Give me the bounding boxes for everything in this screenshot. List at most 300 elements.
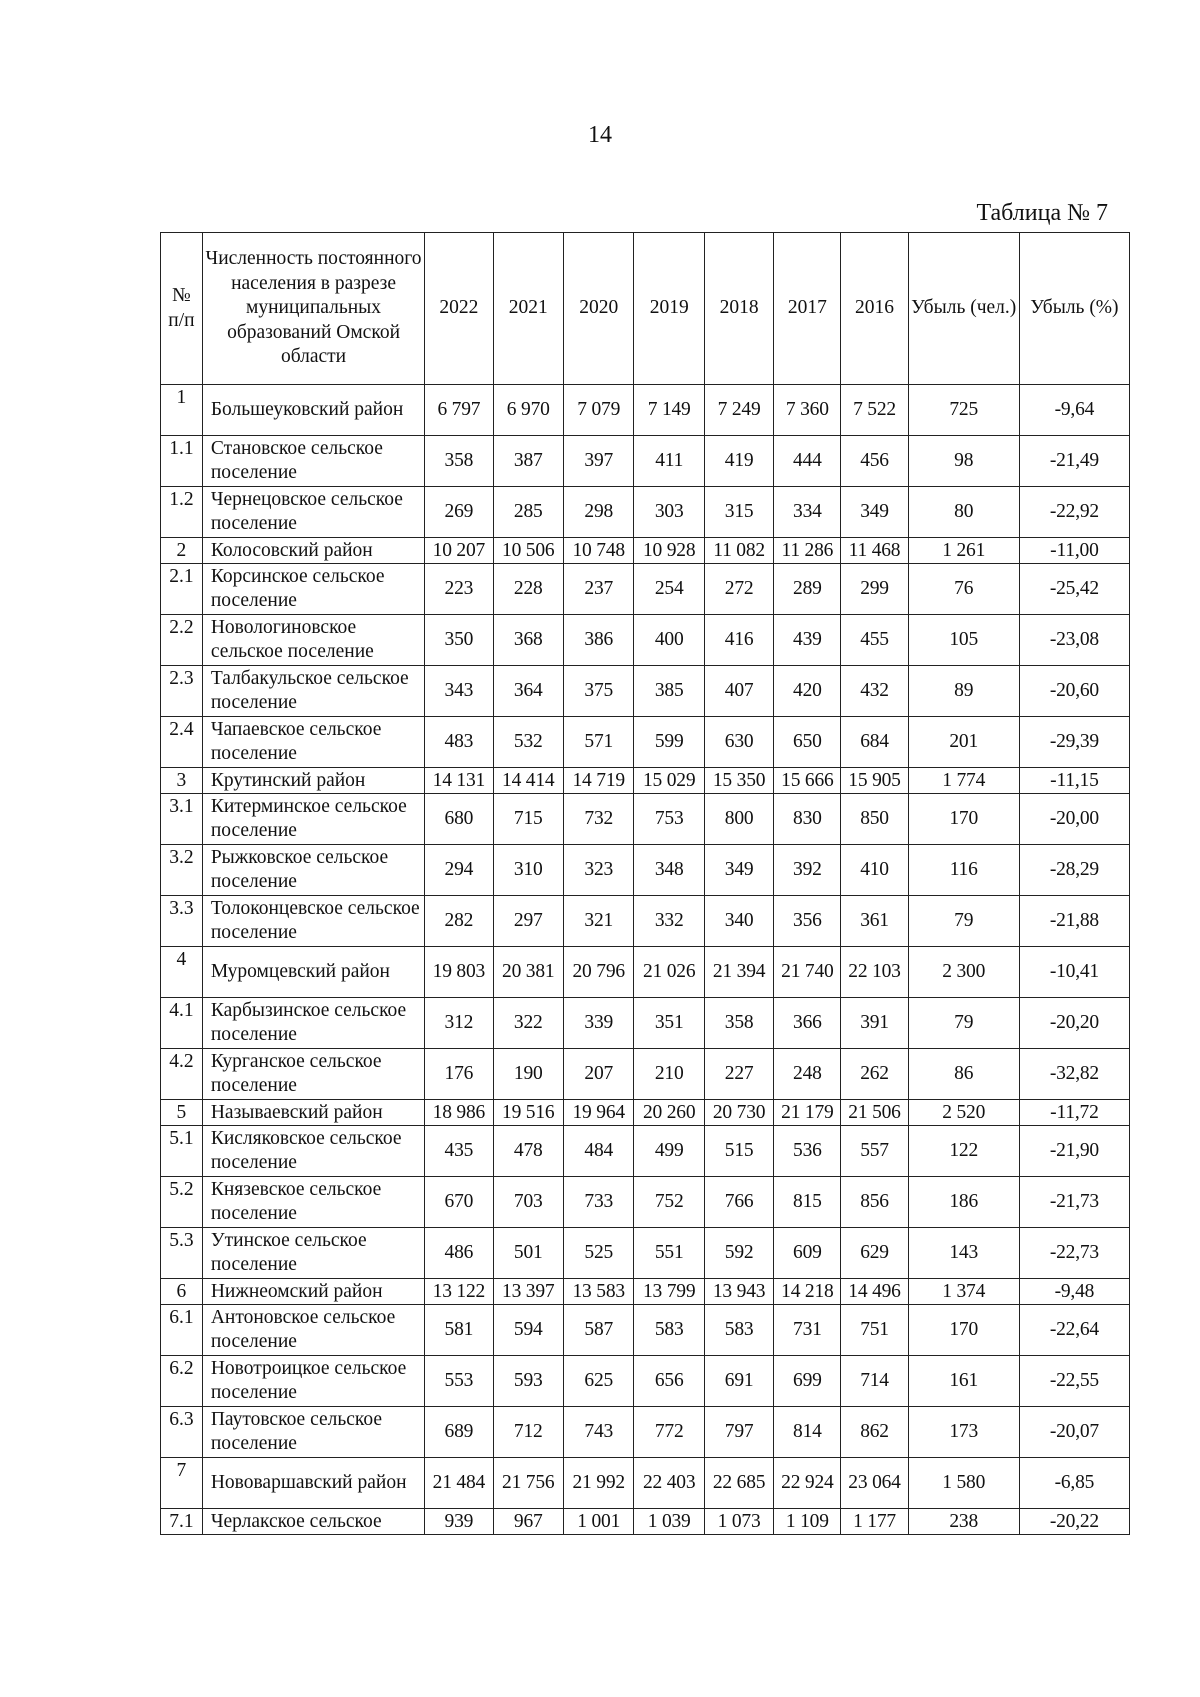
header-year: 2020 xyxy=(563,233,633,385)
loss-people: 725 xyxy=(908,385,1019,436)
loss-people: 161 xyxy=(908,1356,1019,1407)
municipality-name: Антоновское сельское поселение xyxy=(202,1305,424,1356)
population-value: 486 xyxy=(425,1228,493,1279)
population-value: 310 xyxy=(493,845,563,896)
municipality-name: Крутинский район xyxy=(202,768,424,794)
loss-percent: -23,08 xyxy=(1019,615,1129,666)
population-value: 237 xyxy=(563,564,633,615)
population-value: 358 xyxy=(425,436,493,487)
table-row xyxy=(161,564,1130,615)
population-value: 7 249 xyxy=(704,385,773,436)
population-value: 752 xyxy=(634,1177,704,1228)
row-number: 5 xyxy=(161,1100,203,1126)
population-value: 15 350 xyxy=(704,768,773,794)
loss-people: 2 520 xyxy=(908,1100,1019,1126)
population-value: 856 xyxy=(841,1177,908,1228)
municipality-name: Рыжковское сельское поселение xyxy=(202,845,424,896)
population-value: 282 xyxy=(425,896,493,947)
municipality-name: Кисляковское сельское поселение xyxy=(202,1126,424,1177)
table-row xyxy=(161,768,1130,794)
population-value: 13 799 xyxy=(634,1279,704,1305)
population-value: 571 xyxy=(563,717,633,768)
population-value: 392 xyxy=(774,845,841,896)
loss-people: 170 xyxy=(908,794,1019,845)
population-value: 1 177 xyxy=(841,1509,908,1535)
population-value: 391 xyxy=(841,998,908,1049)
population-value: 536 xyxy=(774,1126,841,1177)
municipality-name: Курганское сельское поселение xyxy=(202,1049,424,1100)
municipality-name: Большеуковский район xyxy=(202,385,424,436)
population-value: 18 986 xyxy=(425,1100,493,1126)
row-number: 3 xyxy=(161,768,203,794)
loss-people: 201 xyxy=(908,717,1019,768)
population-value: 11 468 xyxy=(841,538,908,564)
population-value: 15 666 xyxy=(774,768,841,794)
municipality-name: Чернецовское сельское поселение xyxy=(202,487,424,538)
table-row xyxy=(161,1049,1130,1100)
population-value: 297 xyxy=(493,896,563,947)
population-value: 312 xyxy=(425,998,493,1049)
population-value: 14 218 xyxy=(774,1279,841,1305)
population-value: 14 414 xyxy=(493,768,563,794)
table-row xyxy=(161,896,1130,947)
population-value: 1 109 xyxy=(774,1509,841,1535)
population-value: 23 064 xyxy=(841,1458,908,1509)
row-number: 2.2 xyxy=(161,615,203,666)
population-value: 322 xyxy=(493,998,563,1049)
population-value: 15 029 xyxy=(634,768,704,794)
population-table xyxy=(160,232,1130,1535)
row-number: 5.1 xyxy=(161,1126,203,1177)
row-number: 6.2 xyxy=(161,1356,203,1407)
population-value: 411 xyxy=(634,436,704,487)
table-body xyxy=(161,385,1130,1535)
population-value: 583 xyxy=(634,1305,704,1356)
loss-percent: -11,00 xyxy=(1019,538,1129,564)
population-value: 254 xyxy=(634,564,704,615)
population-value: 248 xyxy=(774,1049,841,1100)
table-row xyxy=(161,436,1130,487)
loss-people: 1 774 xyxy=(908,768,1019,794)
population-value: 19 964 xyxy=(563,1100,633,1126)
population-value: 850 xyxy=(841,794,908,845)
population-value: 862 xyxy=(841,1407,908,1458)
population-value: 733 xyxy=(563,1177,633,1228)
population-value: 455 xyxy=(841,615,908,666)
population-value: 366 xyxy=(774,998,841,1049)
population-value: 703 xyxy=(493,1177,563,1228)
row-number: 7.1 xyxy=(161,1509,203,1535)
population-value: 19 803 xyxy=(425,947,493,998)
population-value: 375 xyxy=(563,666,633,717)
population-value: 13 397 xyxy=(493,1279,563,1305)
population-value: 262 xyxy=(841,1049,908,1100)
population-value: 285 xyxy=(493,487,563,538)
row-number: 2.3 xyxy=(161,666,203,717)
loss-people: 1 580 xyxy=(908,1458,1019,1509)
header-year: 2021 xyxy=(493,233,563,385)
population-value: 599 xyxy=(634,717,704,768)
population-value: 21 992 xyxy=(563,1458,633,1509)
loss-percent: -11,72 xyxy=(1019,1100,1129,1126)
population-value: 525 xyxy=(563,1228,633,1279)
population-value: 7 079 xyxy=(563,385,633,436)
population-value: 939 xyxy=(425,1509,493,1535)
population-value: 20 381 xyxy=(493,947,563,998)
population-value: 7 360 xyxy=(774,385,841,436)
population-value: 630 xyxy=(704,717,773,768)
loss-people: 79 xyxy=(908,998,1019,1049)
table-row xyxy=(161,947,1130,998)
loss-people: 86 xyxy=(908,1049,1019,1100)
loss-percent: -20,60 xyxy=(1019,666,1129,717)
population-value: 349 xyxy=(704,845,773,896)
population-value: 15 905 xyxy=(841,768,908,794)
header-year: 2022 xyxy=(425,233,493,385)
population-value: 210 xyxy=(634,1049,704,1100)
loss-percent: -25,42 xyxy=(1019,564,1129,615)
table-row xyxy=(161,794,1130,845)
loss-people: 1 374 xyxy=(908,1279,1019,1305)
population-value: 332 xyxy=(634,896,704,947)
population-value: 13 943 xyxy=(704,1279,773,1305)
row-number: 5.2 xyxy=(161,1177,203,1228)
population-value: 581 xyxy=(425,1305,493,1356)
table-row xyxy=(161,1458,1130,1509)
population-value: 553 xyxy=(425,1356,493,1407)
population-value: 190 xyxy=(493,1049,563,1100)
population-value: 6 970 xyxy=(493,385,563,436)
municipality-name: Талбакульское сельское поселение xyxy=(202,666,424,717)
header-no: № п/п xyxy=(161,233,203,385)
population-value: 289 xyxy=(774,564,841,615)
population-value: 483 xyxy=(425,717,493,768)
row-number: 1.2 xyxy=(161,487,203,538)
loss-percent: -28,29 xyxy=(1019,845,1129,896)
population-value: 731 xyxy=(774,1305,841,1356)
population-value: 439 xyxy=(774,615,841,666)
population-value: 6 797 xyxy=(425,385,493,436)
municipality-name: Китерминское сельское поселение xyxy=(202,794,424,845)
population-value: 656 xyxy=(634,1356,704,1407)
table-row xyxy=(161,998,1130,1049)
population-value: 499 xyxy=(634,1126,704,1177)
population-value: 1 039 xyxy=(634,1509,704,1535)
population-value: 478 xyxy=(493,1126,563,1177)
loss-percent: -9,64 xyxy=(1019,385,1129,436)
population-value: 11 082 xyxy=(704,538,773,564)
row-number: 4.1 xyxy=(161,998,203,1049)
table-row xyxy=(161,717,1130,768)
population-value: 21 506 xyxy=(841,1100,908,1126)
loss-percent: -6,85 xyxy=(1019,1458,1129,1509)
population-value: 629 xyxy=(841,1228,908,1279)
municipality-name: Утинское сельское поселение xyxy=(202,1228,424,1279)
population-value: 21 394 xyxy=(704,947,773,998)
population-value: 22 685 xyxy=(704,1458,773,1509)
row-number: 5.3 xyxy=(161,1228,203,1279)
loss-percent: -20,22 xyxy=(1019,1509,1129,1535)
population-value: 22 403 xyxy=(634,1458,704,1509)
population-value: 361 xyxy=(841,896,908,947)
population-value: 351 xyxy=(634,998,704,1049)
municipality-name: Князевское сельское поселение xyxy=(202,1177,424,1228)
row-number: 2.4 xyxy=(161,717,203,768)
population-value: 557 xyxy=(841,1126,908,1177)
row-number: 1 xyxy=(161,385,203,436)
loss-people: 76 xyxy=(908,564,1019,615)
population-value: 20 796 xyxy=(563,947,633,998)
population-value: 587 xyxy=(563,1305,633,1356)
population-value: 751 xyxy=(841,1305,908,1356)
row-number: 3.1 xyxy=(161,794,203,845)
municipality-name: Становское сельское поселение xyxy=(202,436,424,487)
table-row xyxy=(161,538,1130,564)
municipality-name: Корсинское сельское поселение xyxy=(202,564,424,615)
population-value: 356 xyxy=(774,896,841,947)
loss-percent: -21,88 xyxy=(1019,896,1129,947)
loss-people: 122 xyxy=(908,1126,1019,1177)
loss-percent: -20,07 xyxy=(1019,1407,1129,1458)
table-row xyxy=(161,385,1130,436)
loss-percent: -20,20 xyxy=(1019,998,1129,1049)
loss-percent: -32,82 xyxy=(1019,1049,1129,1100)
row-number: 4 xyxy=(161,947,203,998)
table-row xyxy=(161,845,1130,896)
municipality-name: Новотроицкое сельское поселение xyxy=(202,1356,424,1407)
population-value: 815 xyxy=(774,1177,841,1228)
population-value: 13 583 xyxy=(563,1279,633,1305)
population-value: 343 xyxy=(425,666,493,717)
population-value: 21 484 xyxy=(425,1458,493,1509)
header-name: Численность постоянного населения в разрезе муниципальных образований Омской области xyxy=(202,233,424,385)
population-value: 10 506 xyxy=(493,538,563,564)
loss-percent: -11,15 xyxy=(1019,768,1129,794)
population-value: 743 xyxy=(563,1407,633,1458)
population-value: 10 928 xyxy=(634,538,704,564)
header-year: 2019 xyxy=(634,233,704,385)
table-row xyxy=(161,1126,1130,1177)
population-value: 699 xyxy=(774,1356,841,1407)
loss-percent: -21,73 xyxy=(1019,1177,1129,1228)
municipality-name: Колосовский район xyxy=(202,538,424,564)
population-value: 532 xyxy=(493,717,563,768)
loss-percent: -10,41 xyxy=(1019,947,1129,998)
municipality-name: Нововаршавский район xyxy=(202,1458,424,1509)
loss-percent: -20,00 xyxy=(1019,794,1129,845)
population-value: 435 xyxy=(425,1126,493,1177)
population-value: 397 xyxy=(563,436,633,487)
population-value: 323 xyxy=(563,845,633,896)
population-value: 7 522 xyxy=(841,385,908,436)
population-value: 753 xyxy=(634,794,704,845)
loss-percent: -29,39 xyxy=(1019,717,1129,768)
population-value: 11 286 xyxy=(774,538,841,564)
population-value: 272 xyxy=(704,564,773,615)
table-row xyxy=(161,1228,1130,1279)
population-value: 22 924 xyxy=(774,1458,841,1509)
population-value: 364 xyxy=(493,666,563,717)
header-year: 2017 xyxy=(774,233,841,385)
loss-people: 173 xyxy=(908,1407,1019,1458)
loss-people: 238 xyxy=(908,1509,1019,1535)
row-number: 3.2 xyxy=(161,845,203,896)
population-value: 21 756 xyxy=(493,1458,563,1509)
table-row xyxy=(161,487,1130,538)
row-number: 2 xyxy=(161,538,203,564)
loss-people: 143 xyxy=(908,1228,1019,1279)
loss-people: 1 261 xyxy=(908,538,1019,564)
population-value: 176 xyxy=(425,1049,493,1100)
table-row xyxy=(161,1100,1130,1126)
population-value: 592 xyxy=(704,1228,773,1279)
population-value: 387 xyxy=(493,436,563,487)
population-value: 228 xyxy=(493,564,563,615)
header-year: 2018 xyxy=(704,233,773,385)
population-value: 1 073 xyxy=(704,1509,773,1535)
population-value: 14 496 xyxy=(841,1279,908,1305)
loss-percent: -22,64 xyxy=(1019,1305,1129,1356)
population-value: 407 xyxy=(704,666,773,717)
header-year: 2016 xyxy=(841,233,908,385)
population-value: 21 179 xyxy=(774,1100,841,1126)
population-value: 348 xyxy=(634,845,704,896)
population-value: 650 xyxy=(774,717,841,768)
loss-people: 170 xyxy=(908,1305,1019,1356)
population-value: 712 xyxy=(493,1407,563,1458)
population-value: 444 xyxy=(774,436,841,487)
population-value: 358 xyxy=(704,998,773,1049)
population-value: 1 001 xyxy=(563,1509,633,1535)
municipality-name: Называевский район xyxy=(202,1100,424,1126)
population-value: 350 xyxy=(425,615,493,666)
population-value: 223 xyxy=(425,564,493,615)
population-value: 419 xyxy=(704,436,773,487)
population-value: 386 xyxy=(563,615,633,666)
row-number: 6 xyxy=(161,1279,203,1305)
row-number: 4.2 xyxy=(161,1049,203,1100)
loss-percent: -22,55 xyxy=(1019,1356,1129,1407)
municipality-name: Муромцевский район xyxy=(202,947,424,998)
population-value: 10 207 xyxy=(425,538,493,564)
header-loss-percent: Убыль (%) xyxy=(1019,233,1129,385)
row-number: 3.3 xyxy=(161,896,203,947)
row-number: 1.1 xyxy=(161,436,203,487)
population-value: 207 xyxy=(563,1049,633,1100)
population-value: 830 xyxy=(774,794,841,845)
population-value: 321 xyxy=(563,896,633,947)
population-value: 339 xyxy=(563,998,633,1049)
row-number: 7 xyxy=(161,1458,203,1509)
population-value: 814 xyxy=(774,1407,841,1458)
population-value: 22 103 xyxy=(841,947,908,998)
population-value: 456 xyxy=(841,436,908,487)
population-value: 967 xyxy=(493,1509,563,1535)
header-loss-people: Убыль (чел.) xyxy=(908,233,1019,385)
population-value: 680 xyxy=(425,794,493,845)
population-value: 501 xyxy=(493,1228,563,1279)
population-value: 21 026 xyxy=(634,947,704,998)
population-value: 432 xyxy=(841,666,908,717)
population-value: 298 xyxy=(563,487,633,538)
population-value: 766 xyxy=(704,1177,773,1228)
loss-people: 79 xyxy=(908,896,1019,947)
row-number: 6.1 xyxy=(161,1305,203,1356)
population-value: 14 131 xyxy=(425,768,493,794)
population-value: 334 xyxy=(774,487,841,538)
population-value: 7 149 xyxy=(634,385,704,436)
row-number: 6.3 xyxy=(161,1407,203,1458)
loss-people: 89 xyxy=(908,666,1019,717)
loss-people: 98 xyxy=(908,436,1019,487)
municipality-name: Чапаевское сельское поселение xyxy=(202,717,424,768)
population-value: 410 xyxy=(841,845,908,896)
population-value: 416 xyxy=(704,615,773,666)
municipality-name: Новологиновское сельское поселение xyxy=(202,615,424,666)
population-value: 269 xyxy=(425,487,493,538)
population-value: 20 260 xyxy=(634,1100,704,1126)
population-value: 593 xyxy=(493,1356,563,1407)
table-row xyxy=(161,1177,1130,1228)
population-value: 670 xyxy=(425,1177,493,1228)
population-value: 21 740 xyxy=(774,947,841,998)
municipality-name: Толоконцевское сельское поселение xyxy=(202,896,424,947)
population-value: 583 xyxy=(704,1305,773,1356)
table-row xyxy=(161,1407,1130,1458)
population-value: 303 xyxy=(634,487,704,538)
municipality-name: Черлакское сельское xyxy=(202,1509,424,1535)
population-value: 14 719 xyxy=(563,768,633,794)
population-value: 10 748 xyxy=(563,538,633,564)
population-value: 715 xyxy=(493,794,563,845)
population-value: 420 xyxy=(774,666,841,717)
population-value: 515 xyxy=(704,1126,773,1177)
table-caption: Таблица № 7 xyxy=(976,200,1108,226)
population-value: 19 516 xyxy=(493,1100,563,1126)
table-row xyxy=(161,615,1130,666)
municipality-name: Паутовское сельское поселение xyxy=(202,1407,424,1458)
population-value: 684 xyxy=(841,717,908,768)
loss-people: 105 xyxy=(908,615,1019,666)
population-value: 689 xyxy=(425,1407,493,1458)
table-row xyxy=(161,1356,1130,1407)
population-value: 772 xyxy=(634,1407,704,1458)
population-value: 294 xyxy=(425,845,493,896)
table-row xyxy=(161,1279,1130,1305)
loss-percent: -21,90 xyxy=(1019,1126,1129,1177)
population-value: 797 xyxy=(704,1407,773,1458)
population-value: 400 xyxy=(634,615,704,666)
loss-percent: -22,92 xyxy=(1019,487,1129,538)
table-row xyxy=(161,666,1130,717)
population-value: 609 xyxy=(774,1228,841,1279)
population-value: 691 xyxy=(704,1356,773,1407)
population-value: 385 xyxy=(634,666,704,717)
population-value: 20 730 xyxy=(704,1100,773,1126)
population-value: 800 xyxy=(704,794,773,845)
population-value: 299 xyxy=(841,564,908,615)
row-number: 2.1 xyxy=(161,564,203,615)
population-value: 732 xyxy=(563,794,633,845)
population-value: 594 xyxy=(493,1305,563,1356)
population-value: 227 xyxy=(704,1049,773,1100)
population-value: 625 xyxy=(563,1356,633,1407)
population-value: 714 xyxy=(841,1356,908,1407)
loss-people: 116 xyxy=(908,845,1019,896)
population-value: 368 xyxy=(493,615,563,666)
loss-percent: -9,48 xyxy=(1019,1279,1129,1305)
population-value: 340 xyxy=(704,896,773,947)
